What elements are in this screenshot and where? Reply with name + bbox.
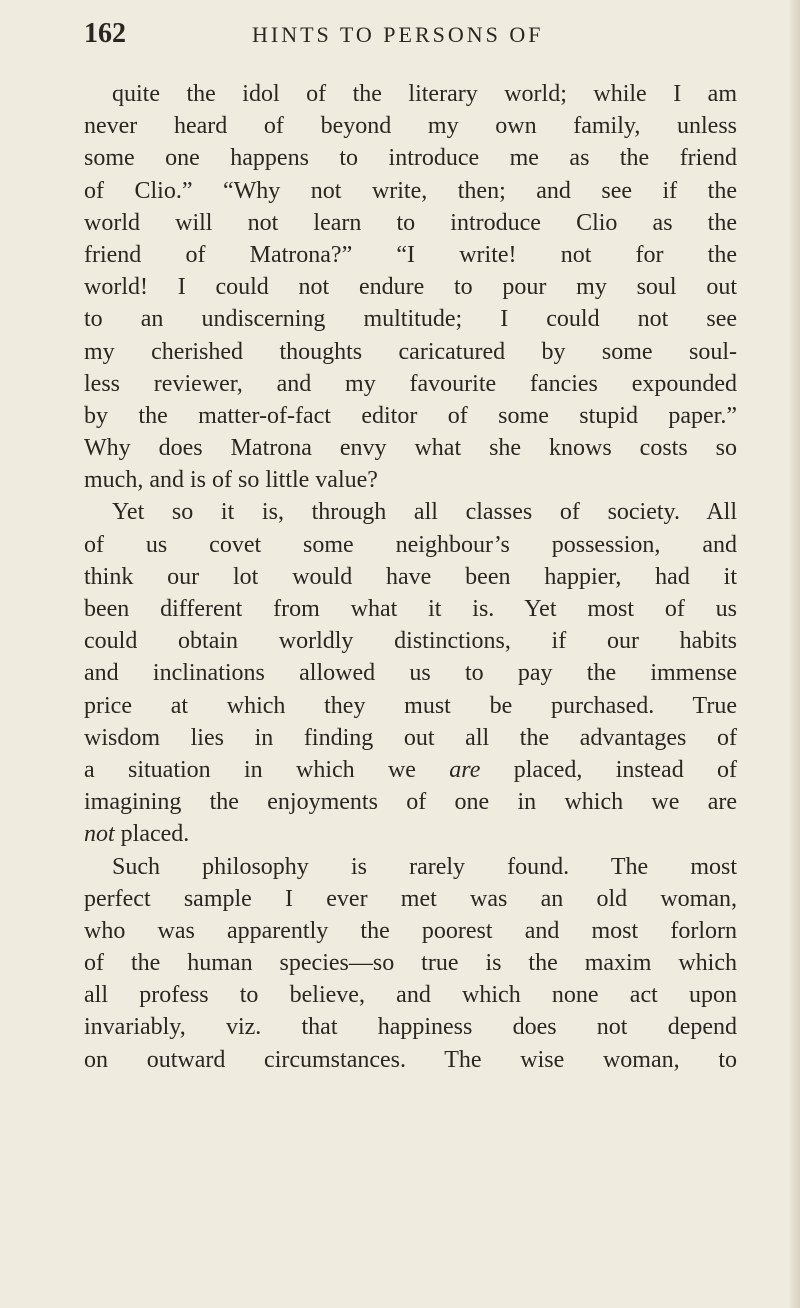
text-line: never heard of beyond my own family, unless <box>84 113 737 140</box>
text-line: and inclinations allowed us to pay the immense <box>84 660 737 687</box>
page-edge-shadow <box>790 0 800 1308</box>
page-header <box>84 18 736 58</box>
text-line: who was apparently the poorest and most forlorn <box>84 917 737 944</box>
text-line-with-emphasis <box>84 754 737 786</box>
emphasis-are: are <box>449 756 481 783</box>
text-line: imagining the enjoyments of one in which we are <box>84 789 737 816</box>
text-line: friend of Matrona?” “I write! not for the <box>84 241 737 268</box>
body-text <box>84 78 737 1076</box>
text-fragment: placed, instead of <box>513 756 738 783</box>
text-line: on outward circumstances. The wise woman, to <box>84 1046 737 1073</box>
text-line: quite the idol of the literary world; while I am <box>112 81 737 107</box>
text-line: Why does Matrona envy what she knows costs so <box>84 435 737 462</box>
text-line: wisdom lies in finding out all the advantages of <box>84 724 737 751</box>
text-line: Yet so it is, through all classes of society. All <box>112 499 737 526</box>
text-line: some one happens to introduce me as the friend <box>84 145 737 172</box>
text-line: could obtain worldly distinctions, if our habits <box>84 628 737 655</box>
text-line: to an undiscerning multitude; I could not see <box>84 306 737 333</box>
text-line: perfect sample I ever met was an old woman, <box>84 885 737 912</box>
text-line: of us covet some neighbour’s possession, and <box>84 531 737 558</box>
text-line: price at which they must be purchased. True <box>84 692 737 719</box>
text-line: been different from what it is. Yet most of us <box>84 596 737 622</box>
text-line: all profess to believe, and which none act upon <box>84 982 737 1009</box>
text-fragment: placed. <box>120 821 190 848</box>
text-line: much, and is of so little value? <box>84 467 378 494</box>
emphasis-not: not <box>84 821 115 848</box>
text-line: of the human species—so true is the maxim which <box>84 950 737 977</box>
text-line: world will not learn to introduce Clio as the <box>84 209 737 236</box>
text-line: my cherished thoughts caricatured by some soul- <box>84 338 737 365</box>
text-line: invariably, viz. that happiness does not depend <box>84 1014 737 1041</box>
text-line: by the matter-of-fact editor of some stupid paper.” <box>84 402 737 429</box>
text-line: world! I could not endure to pour my soul out <box>84 274 737 301</box>
text-line: Such philosophy is rarely found. The most <box>112 853 737 880</box>
text-line: of Clio.” “Why not write, then; and see if the <box>84 177 737 204</box>
text-fragment: a situation in which we <box>84 756 416 783</box>
text-line: less reviewer, and my favourite fancies expounded <box>84 370 737 397</box>
page-number: 162 <box>84 18 126 49</box>
running-head: HINTS TO PERSONS OF <box>252 22 544 47</box>
text-line-with-emphasis <box>84 818 737 850</box>
text-line: think our lot would have been happier, had it <box>84 563 737 590</box>
